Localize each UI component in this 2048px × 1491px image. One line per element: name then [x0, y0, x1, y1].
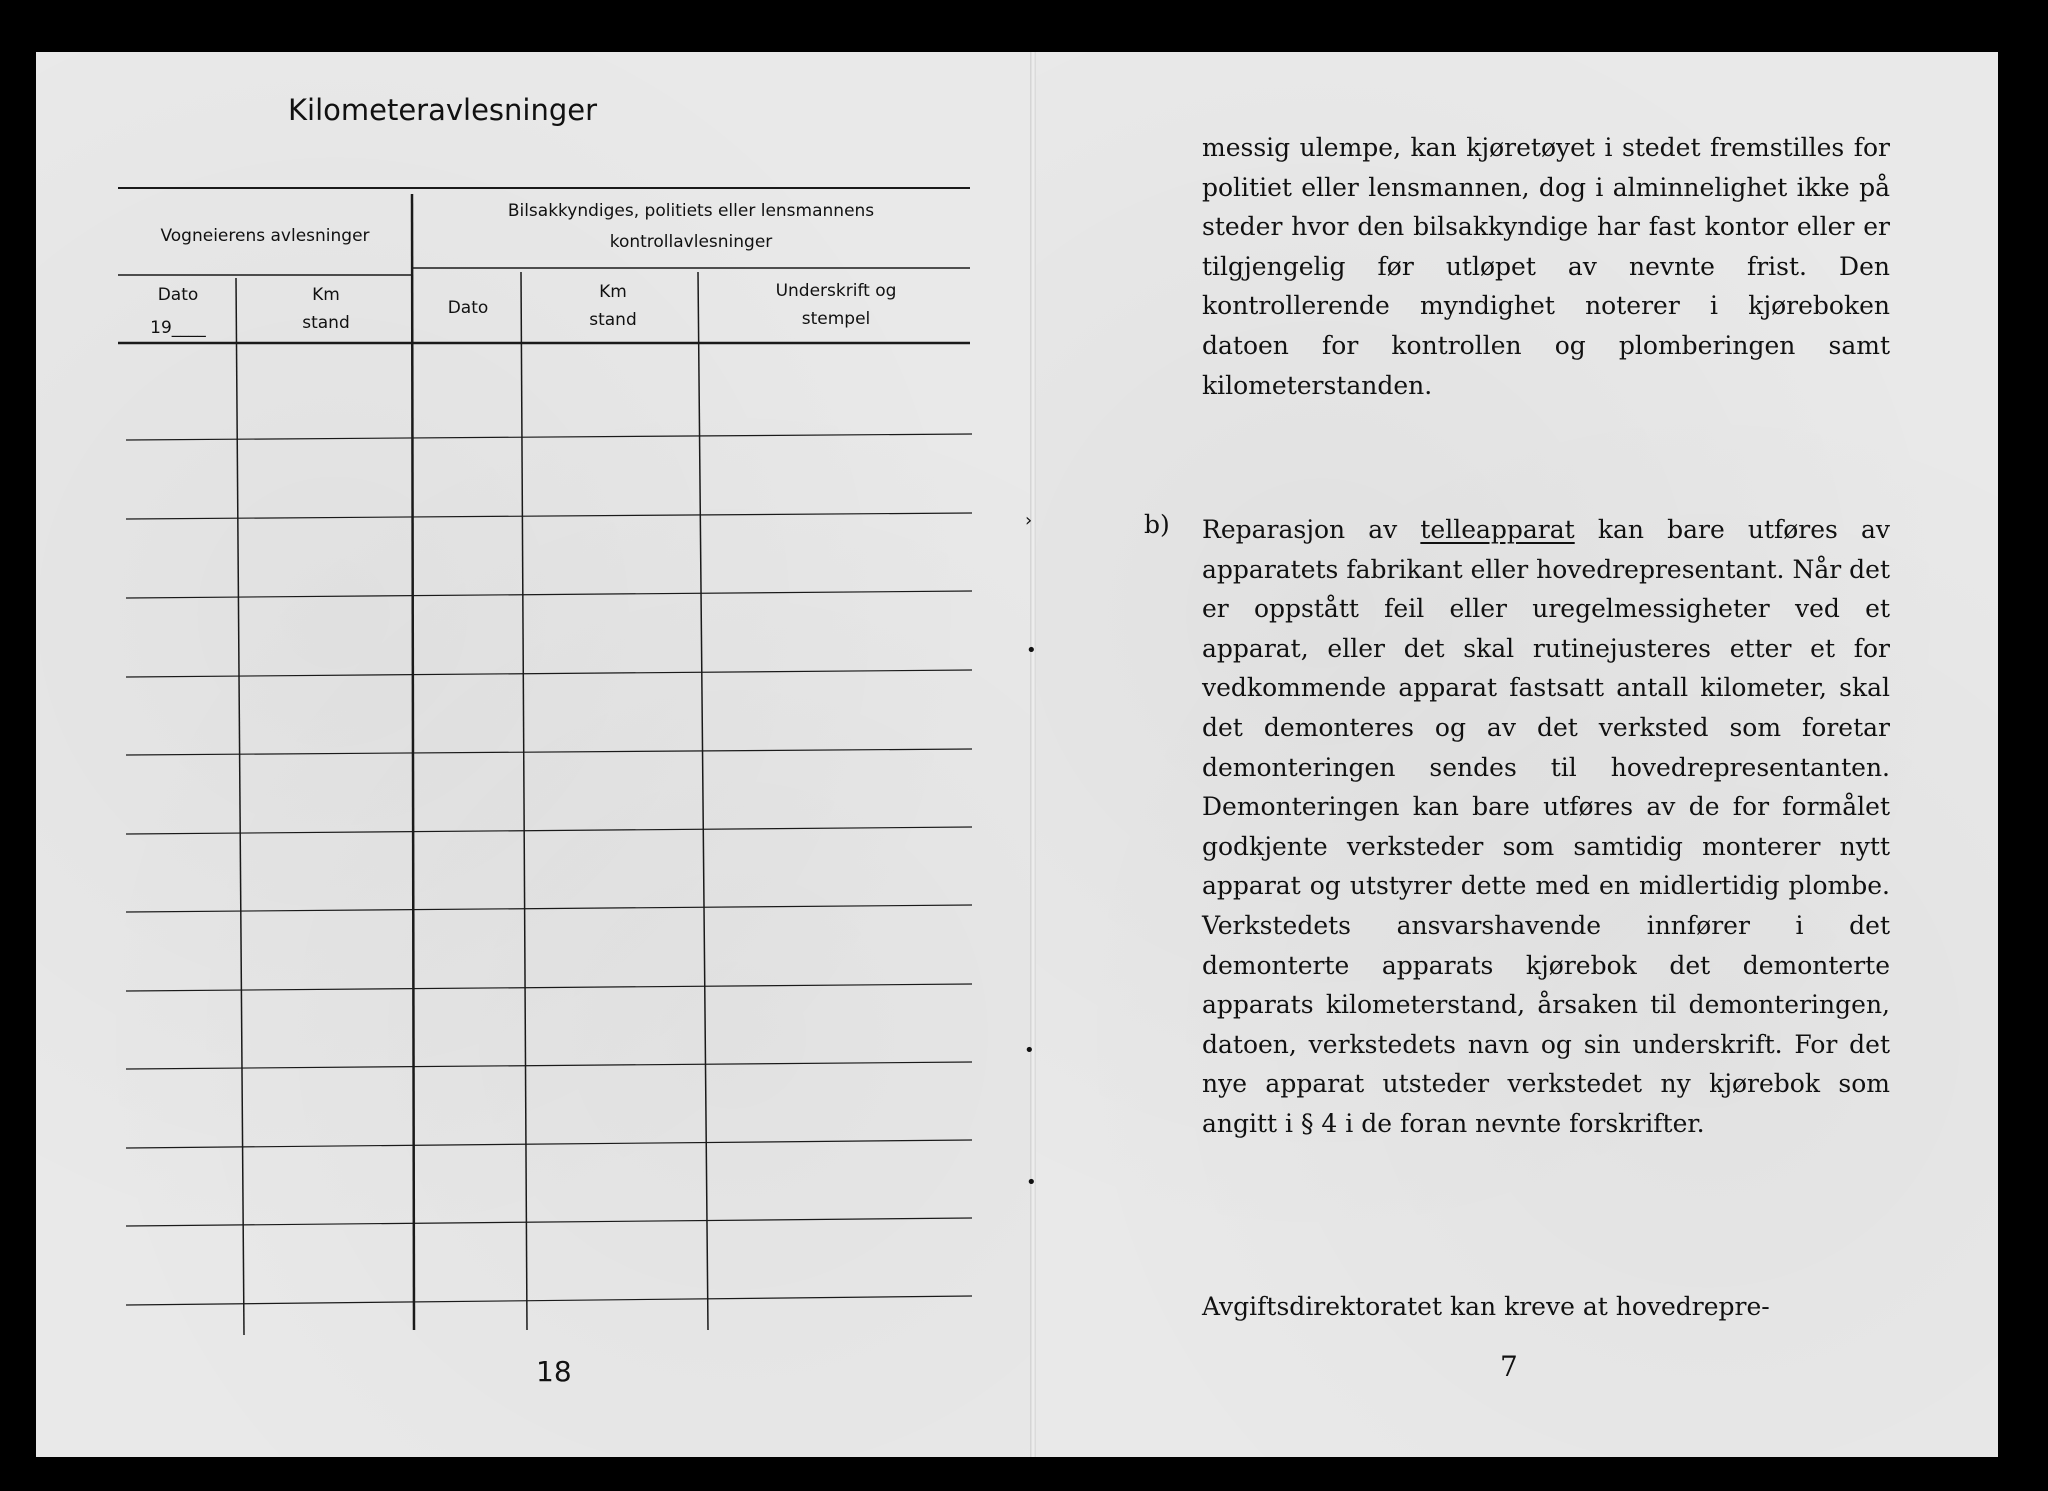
paragraph-b	[1202, 510, 1890, 1144]
margin-mark: •	[1026, 1172, 1037, 1193]
margin-mark: •	[1024, 1040, 1035, 1061]
col-signature-stamp: stempel	[801, 309, 871, 329]
col-dato-year: 19____	[150, 318, 206, 338]
col-km-label: Km	[312, 285, 340, 305]
underlined-term: telleapparat	[1420, 515, 1575, 544]
col-dato-label: Dato	[157, 285, 199, 305]
right-page-number: 7	[1500, 1350, 1518, 1383]
paragraph-b-rest: kan bare utføres av apparatets fabrikant eller hovedrepresentant. Når det er oppstått feil eller uregelmessigheter ved et apparat, eller det skal rutinejusteres etter et for vedkommende apparat fastsatt antall kilometer, skal det demonteres og av det verksted som foretar demonteringen sendes til hovedrepresentanten. Demonteringen kan bare utføres av de for formålet godkjente verksteder som samtidig monterer nytt apparat og utstyrer dette med en midlertidig plombe. Verkstedets ansvarshavende innfører i det demonterte apparats kjørebok det demonterte apparats kilometerstand, årsaken til demonteringen, datoen, verkstedets navn og sin underskrift. For det nye apparat utsteder verkstedet ny kjørebok som angitt i § 4 i de foran nevnte forskrifter.	[1202, 515, 1890, 1138]
header-official-readings-line1: Bilsakkyndiges, politiets eller lensmannens	[507, 201, 875, 221]
paragraph-continuation	[1202, 128, 1890, 405]
col-dato2-label: Dato	[447, 298, 489, 318]
paragraph-a-end: messig ulempe, kan kjøretøyet i stedet fremstilles for politiet eller lensmannen, dog i alminnelighet ikke på steder hvor den bilsakkyndige har fast kontor eller er tilgjengelig før utløpet av nevnte frist. Den kontrollerende myndighet noterer i kjøreboken datoen for kontrollen og plomberingen samt kilometerstanden.	[1202, 133, 1890, 400]
margin-mark: •	[1026, 640, 1037, 661]
paragraph-next-text: Avgiftsdirektoratet kan kreve at hovedrepre-	[1202, 1292, 1770, 1321]
col-km2-label: Km	[599, 282, 627, 302]
table-title: Kilometeravlesninger	[288, 93, 598, 127]
paragraph-next	[1202, 1287, 1890, 1327]
paragraph-b-start: Reparasjon av	[1202, 515, 1398, 544]
header-official-readings-line2: kontrollavlesninger	[609, 232, 773, 252]
margin-mark: ›	[1025, 510, 1033, 531]
header-owner-readings: Vogneierens avlesninger	[160, 226, 370, 246]
col-km2-stand: stand	[589, 310, 637, 330]
col-signature-label: Underskrift og	[775, 281, 897, 301]
left-page-number: 18	[536, 1355, 572, 1388]
item-b-label: b)	[1144, 510, 1170, 539]
paragraph-b-text	[1202, 510, 1890, 1144]
col-km-stand: stand	[302, 313, 350, 333]
